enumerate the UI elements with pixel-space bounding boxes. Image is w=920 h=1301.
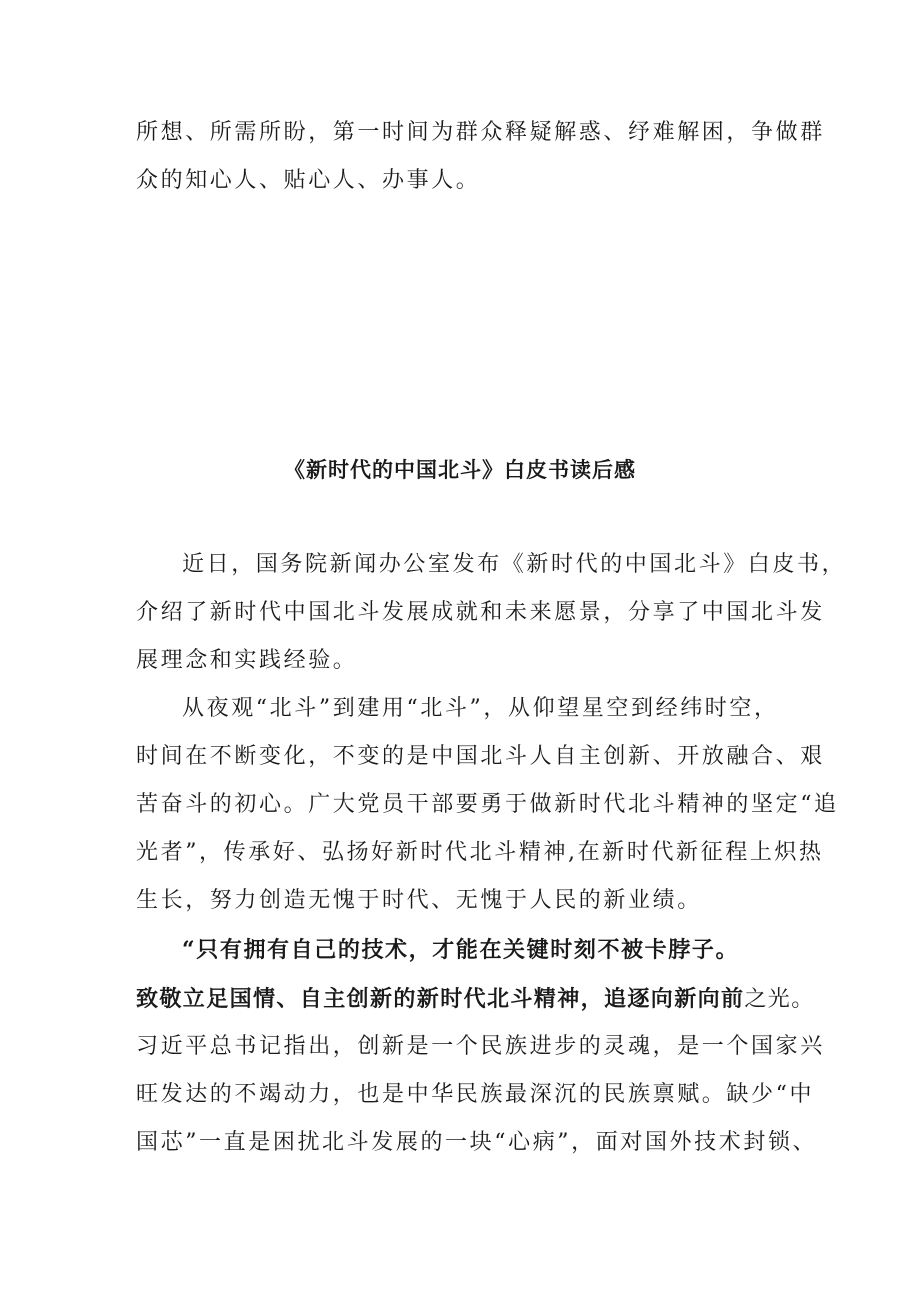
p3-heading-line-2-tail: 之光。 <box>744 987 815 1012</box>
p2-line-4: 光者”，传承好、弘扬好新时代北斗精神,在新时代新征程上炽热 <box>136 840 824 865</box>
p2-line-2: 时间在不断变化，不变的是中国北斗人自主创新、开放融合、艰 <box>136 744 825 769</box>
p3-line-4: 旺发达的不竭动力，也是中华民族最深沉的民族禀赋。缺少“中 <box>136 1082 815 1107</box>
prev-paragraph-line-2: 众的知心人、贴心人、办事人。 <box>136 168 481 193</box>
p2-line-5: 生长，努力创造无愧于时代、无愧于人民的新业绩。 <box>136 888 702 913</box>
p3-heading-line-2 <box>136 984 815 1015</box>
p3-line-5: 国芯”一直是困扰北斗发展的一块“心病”，面对国外技术封锁、 <box>136 1130 818 1155</box>
p2-line-3: 苦奋斗的初心。广大党员干部要勇于做新时代北斗精神的坚定“追 <box>136 792 839 817</box>
p3-heading-line-2-bold: 致敬立足国情、自主创新的新时代北斗精神，追逐向新向前 <box>136 986 745 1012</box>
article-title: 《新时代的中国北斗》白皮书读后感 <box>284 457 636 482</box>
p3-line-3: 习近平总书记指出，创新是一个民族进步的灵魂，是一个国家兴 <box>136 1034 825 1059</box>
p1-line-2: 介绍了新时代中国北斗发展成就和未来愿景，分享了中国北斗发 <box>136 600 825 625</box>
p2-line-1: 从夜观“北斗”到建用“北斗”，从仰望星空到经纬时空， <box>182 696 779 721</box>
p1-line-3: 展理念和实践经验。 <box>136 648 358 673</box>
p1-line-1: 近日，国务院新闻办公室发布《新时代的中国北斗》白皮书， <box>182 552 847 577</box>
prev-paragraph-line-1: 所想、所需所盼，第一时间为群众释疑解惑、纾难解困，争做群 <box>136 120 825 145</box>
p3-heading-line-1: “只有拥有自己的技术，才能在关键时刻不被卡脖子。 <box>182 937 740 963</box>
